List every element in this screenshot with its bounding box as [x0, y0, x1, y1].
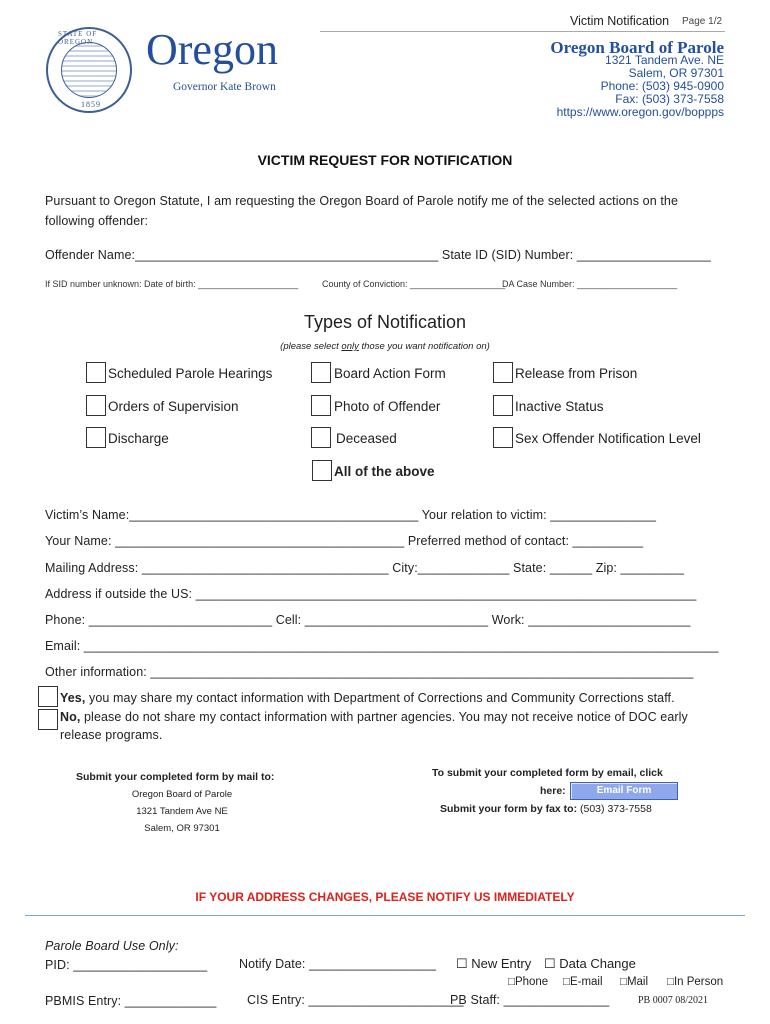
label-scheduled-parole-hearings: Scheduled Parole Hearings [108, 366, 273, 381]
your-name-field[interactable]: Your Name: _________________________________________ Preferred method of contact: __________ [45, 534, 644, 548]
section-divider [25, 915, 745, 916]
mail-line-3: Salem, OR 97301 [144, 823, 220, 834]
phone-box-icon: □ [508, 976, 515, 988]
address-change-notice: IF YOUR ADDRESS CHANGES, PLEASE NOTIFY US IMMEDIATELY [195, 890, 575, 904]
governor-name: Governor Kate Brown [173, 81, 276, 93]
checkbox-photo-of-offender[interactable] [311, 395, 331, 416]
pid-field[interactable]: PID: ___________________ [45, 958, 208, 972]
consent-yes-bold: Yes, [60, 691, 86, 705]
consent-no-body: please do not share my contact information with partner agencies. You may not receive notice of DOC early [80, 710, 688, 724]
consent-yes-body: you may share my contact information with Department of Corrections and Community Corrections staff. [85, 691, 675, 705]
board-use-heading: Parole Board Use Only: [45, 939, 179, 953]
consent-no-bold: No, [60, 710, 81, 724]
label-inactive-status: Inactive Status [515, 399, 604, 414]
checkbox-deceased[interactable] [311, 427, 331, 448]
fax-number: (503) 373-7558 [577, 803, 652, 815]
checkbox-orders-of-supervision[interactable] [86, 395, 106, 416]
notification-types-subtitle [0, 341, 770, 352]
data-change-checkbox[interactable]: ☐ Data Change [544, 956, 636, 971]
subtitle-post: those you want notification on) [358, 341, 490, 352]
phone-cell-work-field[interactable]: Phone: __________________________ Cell: __________________________ Work: _______________________ [45, 613, 691, 627]
county-of-conviction-field[interactable]: County of Conviction: ___________________ [322, 279, 506, 289]
subtitle-only: only [341, 341, 359, 352]
notification-types-heading: Types of Notification [303, 312, 467, 332]
contact-in-person-option[interactable] [667, 976, 723, 988]
email-heading-line-1: To submit your completed form by email, click [432, 767, 663, 779]
mailing-address-field[interactable]: Mailing Address: ___________________________________ City:_____________ State: ______ Zip: _________ [45, 561, 685, 575]
header-page-label: Page 1/2 [682, 16, 723, 27]
contact-email-option[interactable] [563, 976, 603, 988]
contact-in-person-label: In Person [673, 976, 724, 988]
contact-mail-label: Mail [626, 976, 649, 988]
label-all-of-the-above: All of the above [334, 464, 435, 479]
cis-entry-field[interactable]: CIS Entry: ______________________ [247, 993, 464, 1007]
da-case-number-field[interactable]: DA Case Number: ____________________ [502, 279, 678, 289]
consent-no-text [60, 710, 688, 724]
new-entry-checkbox[interactable]: ☐ New Entry [456, 956, 532, 971]
board-address-line2: Salem, OR 97301 [628, 66, 724, 80]
checkbox-discharge[interactable] [86, 427, 106, 448]
label-board-action-form: Board Action Form [334, 366, 446, 381]
email-field[interactable]: Email: __________________________________________________________________________________________ [45, 639, 719, 653]
contact-mail-option[interactable] [620, 976, 648, 988]
notify-date-field[interactable]: Notify Date: __________________ [239, 957, 437, 971]
board-website-link[interactable]: https://www.oregon.gov/boppps [556, 105, 724, 119]
oregon-state-seal [46, 27, 132, 113]
fax-line [440, 803, 652, 815]
checkbox-yes-share[interactable] [38, 686, 58, 707]
label-orders-of-supervision: Orders of Supervision [108, 399, 239, 414]
board-fax: Fax: (503) 373-7558 [615, 92, 724, 106]
mail-box-icon: □ [620, 976, 627, 988]
seal-year-text: 1859 [81, 100, 101, 109]
intro-line-2: following offender: [45, 214, 149, 228]
pb-staff-field[interactable]: PB Staff: _______________ [450, 993, 610, 1007]
email-heading-line-2: here: [540, 785, 566, 797]
pbmis-entry-field[interactable]: PBMIS Entry: _____________ [45, 994, 217, 1008]
checkbox-scheduled-parole-hearings[interactable] [86, 362, 106, 383]
board-phone: Phone: (503) 945-0900 [600, 79, 724, 93]
consent-yes-text [60, 691, 675, 705]
board-address-line1: 1321 Tandem Ave. NE [605, 53, 724, 67]
label-photo-of-offender: Photo of Offender [334, 399, 441, 414]
contact-phone-option[interactable] [508, 976, 548, 988]
consent-no-text-line2: release programs. [60, 728, 163, 742]
checkbox-release-from-prison[interactable] [493, 362, 513, 383]
in-person-box-icon: □ [667, 976, 674, 988]
form-code: PB 0007 08/2021 [638, 995, 709, 1006]
subtitle-pre: (please select [280, 341, 342, 352]
label-discharge: Discharge [108, 431, 169, 446]
oregon-logo: Oregon [146, 25, 278, 74]
checkbox-sex-offender-notification-level[interactable] [493, 427, 513, 448]
address-outside-us-field[interactable]: Address if outside the US: _______________________________________________________________________ [45, 587, 697, 601]
checkbox-inactive-status[interactable] [493, 395, 513, 416]
contact-email-label: E-mail [569, 976, 603, 988]
label-sex-offender-notification-level: Sex Offender Notification Level [515, 431, 701, 446]
email-box-icon: □ [563, 976, 570, 988]
other-information-field[interactable]: Other information: _____________________________________________________________________________ [45, 665, 694, 679]
mail-heading: Submit your completed form by mail to: [76, 771, 275, 783]
checkbox-all-of-the-above[interactable] [312, 460, 332, 481]
header-divider [320, 31, 725, 32]
seal-top-text: STATE OF OREGON [58, 30, 98, 46]
contact-phone-label: Phone [514, 976, 549, 988]
header-notification-label: Victim Notification [570, 14, 670, 28]
label-deceased: Deceased [336, 431, 397, 446]
board-name: Oregon Board of Parole [550, 38, 724, 57]
intro-line-1: Pursuant to Oregon Statute, I am requesting the Oregon Board of Parole notify me of the selected actions on the [45, 194, 678, 208]
label-release-from-prison: Release from Prison [515, 366, 638, 381]
offender-name-field[interactable]: Offender Name:___________________________________________ State ID (SID) Number: ___________________ [45, 248, 711, 262]
checkbox-no-share[interactable] [38, 709, 58, 730]
sid-unknown-dob-field[interactable]: If SID number unknown: Date of birth: ____________________ [45, 279, 299, 289]
fax-bold: Submit your form by fax to: [440, 803, 578, 815]
mail-line-2: 1321 Tandem Ave NE [136, 806, 228, 817]
mail-line-1: Oregon Board of Parole [131, 789, 233, 800]
form-title: VICTIM REQUEST FOR NOTIFICATION [257, 152, 513, 168]
checkbox-board-action-form[interactable] [311, 362, 331, 383]
email-form-button[interactable]: Email Form [570, 782, 678, 800]
victim-name-field[interactable]: Victim’s Name:_________________________________________ Your relation to victim: _______________ [45, 508, 657, 522]
